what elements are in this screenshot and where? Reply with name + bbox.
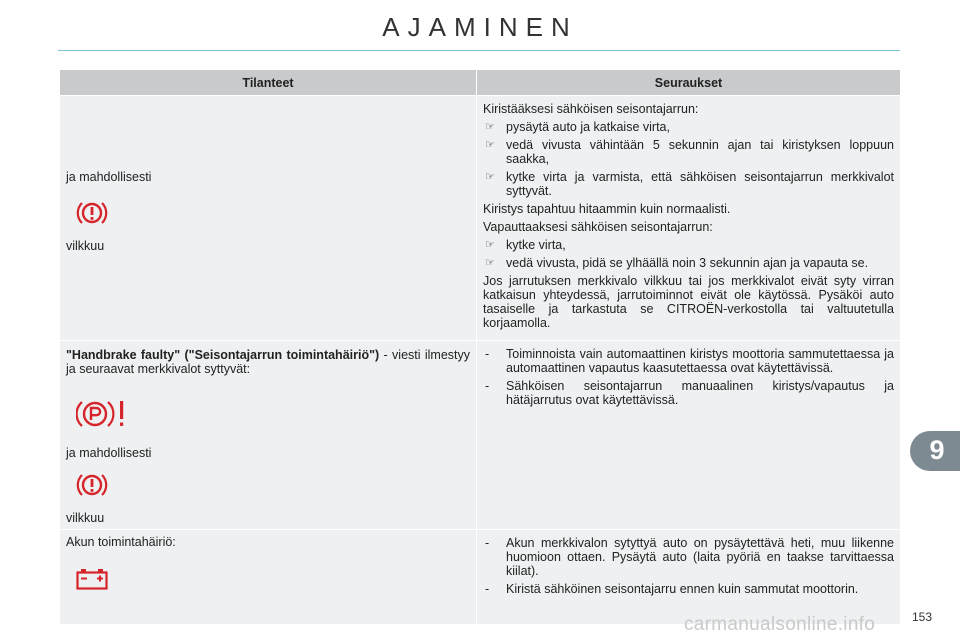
column-header-situations: Tilanteet (60, 70, 477, 96)
row1-note1: Kiristys tapahtuu hitaammin kuin normaalisti. (483, 202, 731, 216)
table-header-row (60, 70, 901, 96)
brake-warning-icon (74, 199, 110, 227)
table-row (60, 530, 901, 625)
row1-consequence-cell (477, 96, 901, 341)
fault-message-text: "Handbrake faulty" ("Seisontajarrun toimintahäiriö") (66, 348, 380, 362)
chapter-number: 9 (929, 435, 945, 465)
row1-and-possibly: ja mahdollisesti (66, 170, 152, 184)
page-number: 153 (912, 610, 933, 624)
list-item: ☞ kytke virta ja varmista, että sähköisen seisontajarrun merkkivalot syttyvät. (485, 170, 894, 198)
header-divider (58, 50, 900, 51)
row1-flashing: vilkkuu (66, 239, 105, 253)
chapter-tab (910, 431, 960, 471)
row1-situation-cell (60, 96, 477, 341)
row3-consequence-cell (477, 530, 901, 625)
row1-intro1: Kiristääksesi sähköisen seisontajarrun: (483, 102, 699, 116)
list-item: ☞ vedä vivusta vähintään 5 sekunnin ajan tai kiristyksen loppuun saakka, (485, 138, 894, 166)
page-title: AJAMINEN (382, 12, 578, 42)
list-item: - Sähköisen seisontajarrun manuaalinen kiristys/vapautus ja hätäjarrutus ovat käytettävissä. (485, 379, 894, 407)
row2-message: "Handbrake faulty" ("Seisontajarrun toimintahäiriö") - viesti ilmestyy ja seuraavat merkkivalot syttyvät: (66, 348, 471, 376)
column-header-consequences: Seuraukset (477, 70, 901, 96)
watermark: carmanualsonline.info (684, 614, 876, 635)
bullet-hand-icon: ☞ (485, 239, 495, 251)
row3-battery-fault: Akun toimintahäiriö: (66, 535, 176, 549)
table-row (60, 341, 901, 530)
row2-consequence-cell (477, 341, 901, 530)
bullet-hand-icon: ☞ (485, 121, 495, 133)
row2-situation-cell (60, 341, 477, 530)
brake-warning-icon (74, 471, 110, 499)
list-item: - Toiminnoista vain automaattinen kiristys moottoria sammutettaessa ja automaattinen vapautus kaasutettaessa ovat käytettävissä. (485, 347, 894, 375)
bullet-hand-icon: ☞ (485, 257, 495, 269)
list-item: ☞ pysäytä auto ja katkaise virta, (485, 120, 670, 134)
row1-intro2: Vapauttaaksesi sähköisen seisontajarrun: (483, 220, 713, 234)
list-item: ☞ vedä vivusta, pidä se ylhäällä noin 3 sekunnin ajan ja vapauta se. (485, 256, 869, 270)
bullet-hand-icon: ☞ (485, 139, 495, 151)
row1-note2: Jos jarrutuksen merkkivalo vilkkuu tai jos merkkivalot eivät syty virran katkaisun yhteydessä, jarrutoiminnot eivät ole käytössä. Pysäköi auto tasaiselle ja tarkastuta se CITROËN-verkostolla tai valtuutetulla korjaamolla. (483, 274, 894, 330)
table-row (60, 96, 901, 341)
list-item: ☞ kytke virta, (485, 238, 566, 252)
parking-brake-fault-icon (76, 398, 132, 430)
list-item: - Akun merkkivalon sytyttyä auto on pysäytettävä heti, muu liikenne huomioon ottaen. Pysäytä auto (laita pyöriä en taakse tarvittaessa kiilat). (485, 536, 894, 578)
info-table (59, 69, 901, 625)
bullet-hand-icon: ☞ (485, 171, 495, 183)
row2-and-possibly: ja mahdollisesti (66, 446, 152, 460)
row2-flashing: vilkkuu (66, 511, 105, 525)
row3-situation-cell (60, 530, 477, 625)
list-item: - Kiristä sähköinen seisontajarru ennen kuin sammutat moottorin. (485, 582, 859, 596)
battery-icon (76, 568, 108, 590)
